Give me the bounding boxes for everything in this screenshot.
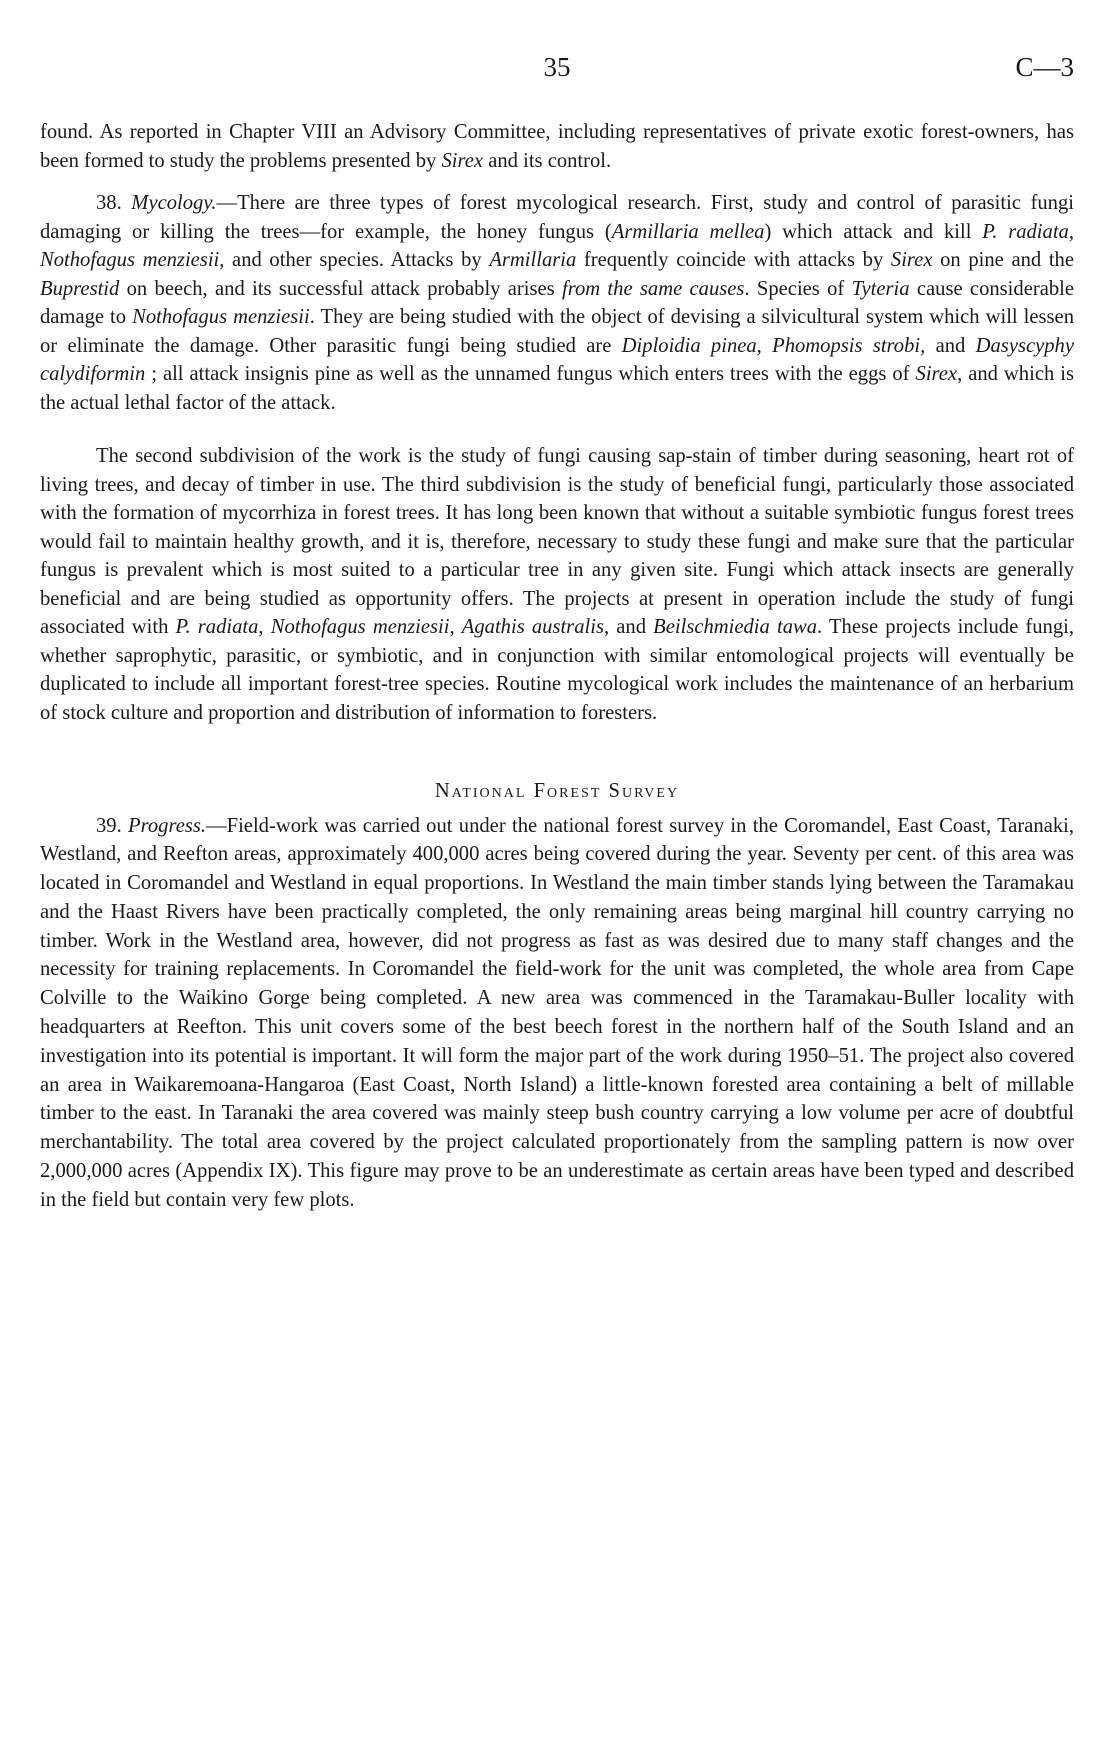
species-name: Sirex: [441, 149, 484, 172]
paragraph-text: , and other species. Attacks by: [219, 249, 490, 271]
species-name: P. radiata: [982, 220, 1069, 243]
page-number: 35: [543, 52, 571, 82]
species-name: Dasyscyphy calydiformin: [40, 334, 1074, 385]
paragraph-text: . These projects include fungi, whether saprophytic, parasitic, or symbiotic, and in conjunction with similar entomological projects will eventually be duplicated to include all important forest-tree species. Routine mycological work includes the maintenance of an herbarium of stock culture and proportion and distribution of information to foresters.: [40, 616, 1074, 724]
species-name: Nothofagus menziesii: [132, 306, 310, 328]
species-name: Nothofagus menziesii: [40, 249, 220, 271]
paragraph-text: and: [925, 334, 976, 357]
species-name: Buprestid: [40, 277, 120, 300]
document-reference: C—3: [1015, 52, 1074, 82]
paragraph-text: , and: [603, 616, 654, 638]
paragraph-text: ,: [1068, 220, 1074, 243]
paragraph-text: found. As reported in Chapter VIII an Advisory Committee, including representatives of private exotic forest-owners, has been formed to study the problems presented by: [40, 121, 1074, 172]
section-number: 39.: [96, 814, 129, 837]
paragraph-continuation: [40, 118, 1074, 175]
species-name: Armillaria: [489, 249, 577, 271]
paragraph-text: ,: [449, 616, 462, 638]
paragraph-text: —Field-work was carried out under the national forest survey in the Coromandel, East Coast, Taranaki, Westland, and Reefton areas, approximately 400,000 acres being covered during the year. Seventy per cent. of this area was located in Coromandel and Westland in equal proportions. In Westland the main timber stands lying between the Taramakau and the Haast Rivers have been practically completed, the only remaining areas being marginal hill country carrying no timber. Work in the Westland area, however, did not progress as fast as was desired due to many staff changes and the necessity for training replacements. In Coromandel the field-work for the unit was completed, the whole area from Cape Colville to the Waikino Gorge being completed. A new area was commenced in the Taramakau-Buller locality with headquarters at Reefton. This unit covers some of the best beech forest in the northern half of the South Island and an investigation into its potential is important. It will form the major part of the work during 1950–51. The project also covered an area in Waikaremoana-Hangaroa (East Coast, North Island) a little-known forested area containing a belt of millable timber to the east. In Taranaki the area covered was mainly steep bush country carrying a low volume per acre of doubtful merchantability. The total area covered by the project calculated proportionately from the sampling pattern is now over 2,000,000 acres (Appendix IX). This figure may prove to be an underestimate as certain areas have been typed and described in the field but contain very few plots.: [40, 814, 1075, 1211]
paragraph-text: . Species of: [744, 277, 852, 300]
paragraph-text: on beech, and its successful attack probably arises: [119, 277, 562, 300]
species-name: Nothofagus menziesii: [270, 616, 450, 638]
paragraph-text: The second subdivision of the work is the study of fungi causing sap-stain of timber during seasoning, heart rot of living trees, and decay of timber in use. The third subdivision is the study of beneficial fungi, particularly those associated with the formation of mycorrhiza in forest trees. It has long been known that without a suitable symbiotic fungus forest trees would fail to maintain healthy growth, and it is, therefore, necessary to study these fungi and make sure that the particular fungus is prevalent which is most suited to a particular tree in any given site. Fungi which attack insects are generally beneficial and are being studied as opportunity offers. The projects at present in operation include the study of fungi associated with: [40, 445, 1074, 638]
paragraph-text: on pine and the: [932, 249, 1074, 271]
paragraph-text: cause considerable damage to: [40, 277, 1074, 328]
page-header: [40, 52, 1074, 84]
species-name: Agathis australis: [461, 616, 604, 638]
paragraph-text: , and which is the actual lethal factor of the attack.: [40, 363, 1074, 414]
species-name: Beilschmiedia tawa: [653, 616, 818, 638]
species-name: Armillaria mellea: [611, 220, 765, 243]
section-heading: National Forest Survey: [434, 780, 680, 802]
paragraph-text: frequently coincide with attacks by: [576, 249, 891, 271]
paragraph-text: ,: [258, 616, 271, 638]
paragraph-text: and its control.: [483, 149, 612, 172]
species-name: Diploidia pinea, Phomopsis strobi,: [621, 334, 926, 357]
paragraph-text: —There are three types of forest mycological research. First, study and control of parasitic fungi damaging or killing the trees—for example, the honey fungus (: [40, 192, 1075, 243]
section-number: 38.: [96, 192, 132, 214]
paragraph-text: ) which attack and kill: [764, 220, 983, 243]
section-title: Mycology.: [131, 192, 217, 214]
paragraph-subdivisions: [40, 442, 1074, 727]
emphasis-text: from the same causes: [561, 277, 745, 300]
paragraph-text: ; all attack insignis pine as well as the unnamed fungus which enters trees with the eggs of: [145, 363, 916, 385]
section-title: Progress.: [128, 814, 207, 837]
species-name: Tyteria: [851, 277, 910, 300]
species-name: Sirex: [890, 249, 933, 271]
species-name: P. radiata: [175, 616, 259, 638]
paragraph-text: . They are being studied with the object of devising a silvicultural system which will lessen or eliminate the damage. Other parasitic fungi being studied are: [40, 306, 1074, 357]
body-text: [40, 118, 1074, 1215]
paragraph-progress: [40, 812, 1074, 1215]
paragraph-mycology: [40, 189, 1074, 417]
species-name: Sirex: [915, 363, 958, 385]
